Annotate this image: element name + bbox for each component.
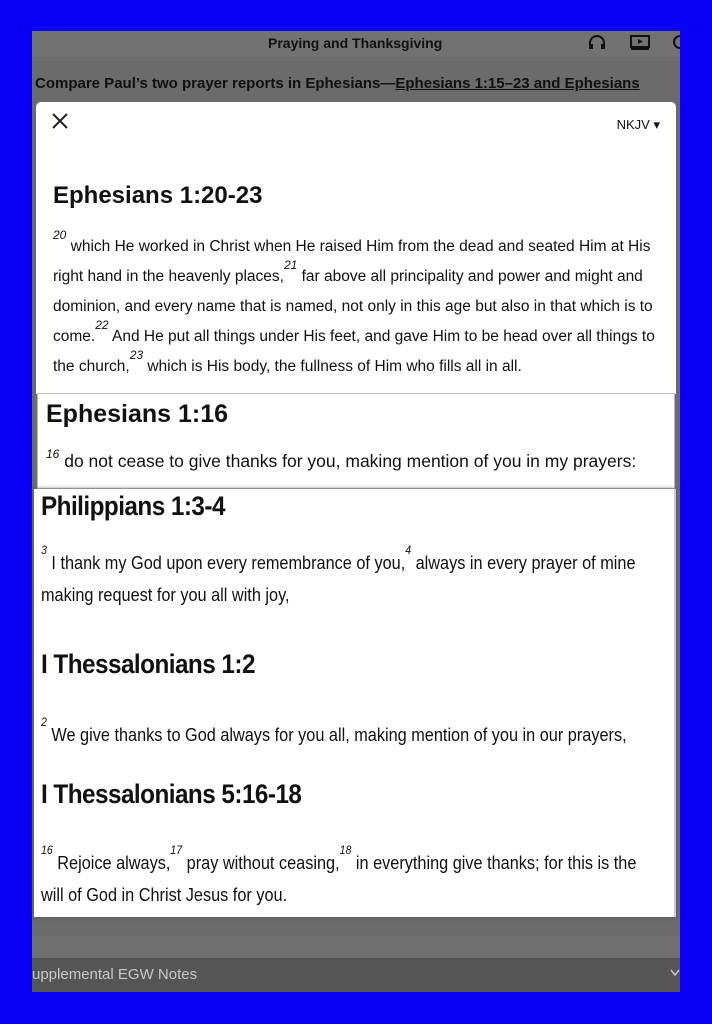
verse-text: I thank my God upon every remembrance of you,	[46, 552, 406, 573]
verse-number: 20	[53, 228, 67, 242]
verse-text: which He worked in Christ when He raised Him from the dead and seated Him at His right hand in the heavenly places,	[53, 238, 651, 285]
passage-panel-group	[34, 489, 676, 917]
verse-text: far above all principality and power and might and dominion, and every name that is named, not only in this age but also in that which is to come.	[53, 268, 653, 345]
verse-text: pray without ceasing,	[182, 852, 340, 873]
verse-number: 16	[41, 843, 53, 857]
verse-number: 2	[41, 715, 47, 729]
close-icon[interactable]	[50, 112, 70, 134]
video-icon[interactable]	[630, 34, 650, 54]
verse-number: 18	[339, 843, 352, 857]
passage-text	[53, 228, 663, 382]
verse-text: And He put all things under His feet, and gave Him to be head over all things to the church,	[53, 328, 655, 375]
version-selector[interactable]: NKJV ▾	[616, 117, 660, 132]
verse-text: always in every prayer of mine making request for you all with joy,	[41, 552, 636, 605]
passage-text	[41, 715, 657, 751]
page-title: Praying and Thanksgiving	[268, 35, 443, 51]
app-header	[32, 31, 680, 57]
verse-number: 4	[405, 543, 412, 557]
scripture-link[interactable]: Ephesians 1:15–23 and Ephesians	[395, 75, 640, 92]
supplemental-notes-bar[interactable]	[32, 958, 680, 992]
verse-number: 23	[129, 348, 144, 362]
passage-panel-ephesians	[37, 393, 675, 489]
verse-number: 16	[46, 447, 60, 461]
verse-text: We give thanks to God always for you all, making mention of you in our prayers,	[46, 724, 627, 745]
verse-number: 21	[283, 258, 298, 272]
content-divider	[32, 936, 680, 956]
passage-title: Ephesians 1:16	[46, 400, 229, 428]
passage-text	[41, 843, 657, 911]
intro-text	[35, 73, 680, 95]
passage-text	[46, 447, 676, 472]
passage-title: Ephesians 1:20-23	[53, 182, 263, 209]
scripture-modal	[36, 102, 676, 394]
supplemental-notes-label: upplemental EGW Notes	[32, 966, 198, 983]
intro-prefix: Compare Paul’s two prayer reports in Ephesians—	[35, 75, 396, 92]
more-icon[interactable]	[672, 34, 680, 54]
passage-text	[41, 543, 657, 611]
verse-number: 22	[95, 318, 109, 332]
verse-text: in everything give thanks; for this is the will of God in Christ Jesus for you.	[41, 852, 637, 905]
passage-title: Philippians 1:3-4	[41, 491, 225, 521]
verse-number: 3	[41, 543, 47, 557]
headphones-icon[interactable]	[588, 34, 606, 54]
verse-number: 17	[170, 843, 183, 857]
passage-title: I Thessalonians 1:2	[41, 649, 255, 679]
verse-text: Rejoice always,	[52, 852, 171, 873]
passage-title: I Thessalonians 5:16-18	[41, 779, 302, 809]
verse-text: which is His body, the fullness of Him who fills all in all.	[143, 358, 522, 375]
verse-text: do not cease to give thanks for you, making mention of you in my prayers:	[59, 451, 637, 471]
chevron-down-icon	[670, 964, 680, 980]
